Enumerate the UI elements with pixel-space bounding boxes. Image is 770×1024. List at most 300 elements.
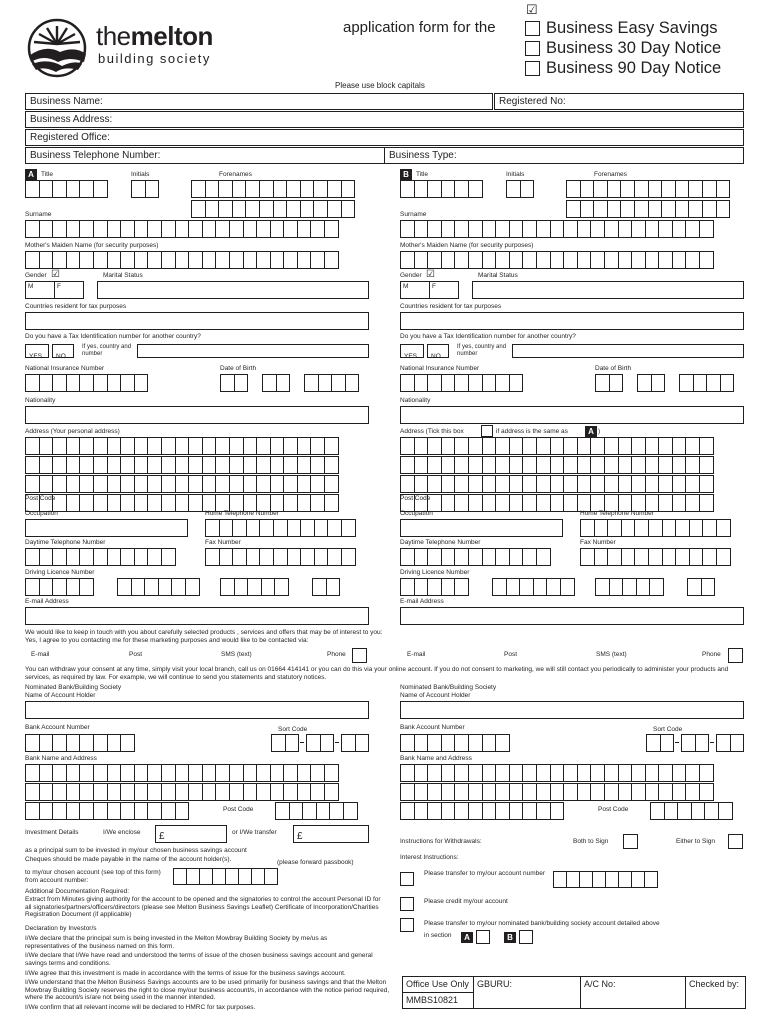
cell[interactable] bbox=[188, 251, 203, 269]
cell[interactable] bbox=[256, 456, 271, 474]
cell[interactable] bbox=[662, 519, 677, 537]
cell[interactable] bbox=[243, 783, 258, 801]
business-address-field[interactable]: Business Address: bbox=[25, 111, 744, 128]
cell[interactable] bbox=[522, 456, 537, 474]
cell[interactable] bbox=[313, 200, 328, 218]
marital-status-field[interactable] bbox=[472, 281, 744, 299]
cell[interactable] bbox=[134, 475, 149, 493]
cell[interactable] bbox=[580, 180, 595, 198]
cell[interactable] bbox=[107, 494, 122, 512]
cell[interactable] bbox=[495, 783, 510, 801]
cell[interactable] bbox=[297, 494, 312, 512]
cell[interactable] bbox=[39, 251, 54, 269]
cell[interactable] bbox=[93, 764, 108, 782]
bank-postcode-cells[interactable] bbox=[275, 802, 357, 820]
cell[interactable] bbox=[482, 437, 497, 455]
cell[interactable] bbox=[147, 802, 162, 820]
cell[interactable] bbox=[175, 783, 190, 801]
cell[interactable] bbox=[107, 802, 122, 820]
section-a-checkbox[interactable] bbox=[476, 930, 490, 944]
sort-code-cells-1[interactable] bbox=[646, 734, 673, 752]
cell[interactable] bbox=[286, 180, 301, 198]
cell[interactable] bbox=[400, 437, 415, 455]
countries-field[interactable] bbox=[25, 312, 369, 330]
cell[interactable] bbox=[271, 734, 286, 752]
cell[interactable] bbox=[107, 374, 122, 392]
maiden-name-cells[interactable] bbox=[400, 251, 713, 269]
cell[interactable] bbox=[188, 764, 203, 782]
cell[interactable] bbox=[414, 475, 429, 493]
cell[interactable] bbox=[246, 519, 261, 537]
cell[interactable] bbox=[590, 251, 605, 269]
cell[interactable] bbox=[563, 475, 578, 493]
cell[interactable] bbox=[324, 437, 339, 455]
cell[interactable] bbox=[482, 475, 497, 493]
cell[interactable] bbox=[234, 578, 249, 596]
cell[interactable] bbox=[161, 456, 176, 474]
cell[interactable] bbox=[274, 578, 289, 596]
cell[interactable] bbox=[482, 220, 497, 238]
cell[interactable] bbox=[161, 802, 176, 820]
cell[interactable] bbox=[66, 374, 81, 392]
cell[interactable] bbox=[618, 764, 633, 782]
cell[interactable] bbox=[509, 456, 524, 474]
cell[interactable] bbox=[658, 783, 673, 801]
either-to-sign-checkbox[interactable] bbox=[728, 834, 743, 849]
cell[interactable] bbox=[259, 519, 274, 537]
cell[interactable] bbox=[25, 734, 40, 752]
fax-cells[interactable] bbox=[205, 548, 355, 566]
cell[interactable] bbox=[327, 180, 342, 198]
cell[interactable] bbox=[580, 548, 595, 566]
cell[interactable] bbox=[93, 548, 108, 566]
cell[interactable] bbox=[400, 548, 415, 566]
address-cells-row-4[interactable] bbox=[25, 494, 338, 512]
cell[interactable] bbox=[604, 437, 619, 455]
cell[interactable] bbox=[270, 437, 285, 455]
cell[interactable] bbox=[634, 519, 649, 537]
cell[interactable] bbox=[689, 519, 704, 537]
cell[interactable] bbox=[577, 783, 592, 801]
product-90-day[interactable] bbox=[525, 58, 721, 78]
cell[interactable] bbox=[93, 374, 108, 392]
cell[interactable] bbox=[468, 494, 483, 512]
cell[interactable] bbox=[685, 494, 700, 512]
cell[interactable] bbox=[427, 220, 442, 238]
cell[interactable] bbox=[400, 764, 415, 782]
cell[interactable] bbox=[188, 437, 203, 455]
cell[interactable] bbox=[675, 180, 690, 198]
cell[interactable] bbox=[287, 519, 302, 537]
cell[interactable] bbox=[550, 437, 565, 455]
cell[interactable] bbox=[618, 456, 633, 474]
cell[interactable] bbox=[107, 734, 122, 752]
cell[interactable] bbox=[297, 475, 312, 493]
cell[interactable] bbox=[327, 200, 342, 218]
cell[interactable] bbox=[219, 519, 234, 537]
cell[interactable] bbox=[675, 200, 690, 218]
cell[interactable] bbox=[482, 494, 497, 512]
cell[interactable] bbox=[730, 734, 745, 752]
cell[interactable] bbox=[251, 868, 265, 885]
address-cells-row-1[interactable] bbox=[25, 437, 338, 455]
gender-f-cell[interactable] bbox=[429, 281, 459, 299]
enclose-amount-field[interactable] bbox=[155, 825, 227, 843]
cell[interactable] bbox=[283, 437, 298, 455]
cell[interactable] bbox=[645, 764, 660, 782]
cell[interactable] bbox=[304, 374, 319, 392]
cell[interactable] bbox=[427, 734, 442, 752]
cell[interactable] bbox=[202, 475, 217, 493]
dob-year-cells[interactable] bbox=[679, 374, 733, 392]
cell[interactable] bbox=[215, 456, 230, 474]
cell[interactable] bbox=[285, 734, 300, 752]
cell[interactable] bbox=[519, 578, 534, 596]
cell[interactable] bbox=[688, 200, 703, 218]
tin-country-number-field[interactable] bbox=[137, 344, 369, 358]
cell[interactable] bbox=[563, 251, 578, 269]
cell[interactable] bbox=[243, 475, 258, 493]
cell[interactable] bbox=[522, 475, 537, 493]
dob-year-cells[interactable] bbox=[304, 374, 358, 392]
cell[interactable] bbox=[400, 802, 415, 820]
cell[interactable] bbox=[593, 180, 608, 198]
cell[interactable] bbox=[229, 475, 244, 493]
cell[interactable] bbox=[229, 783, 244, 801]
cell[interactable] bbox=[107, 456, 122, 474]
cell[interactable] bbox=[468, 734, 483, 752]
cell[interactable] bbox=[607, 200, 622, 218]
gender-m-cell[interactable] bbox=[400, 281, 430, 299]
cell[interactable] bbox=[604, 251, 619, 269]
cell[interactable] bbox=[577, 764, 592, 782]
cell[interactable] bbox=[245, 200, 260, 218]
account-holder-field[interactable] bbox=[400, 701, 744, 719]
cell[interactable] bbox=[620, 200, 635, 218]
cell[interactable] bbox=[662, 548, 677, 566]
cell[interactable] bbox=[52, 783, 67, 801]
cell[interactable] bbox=[400, 374, 415, 392]
cell[interactable] bbox=[341, 734, 356, 752]
cell[interactable] bbox=[256, 437, 271, 455]
cell[interactable] bbox=[468, 548, 483, 566]
cell[interactable] bbox=[522, 548, 537, 566]
driving-cells-1[interactable] bbox=[400, 578, 468, 596]
cell[interactable] bbox=[634, 548, 649, 566]
cell[interactable] bbox=[314, 519, 329, 537]
cell[interactable] bbox=[506, 180, 521, 198]
cell[interactable] bbox=[468, 456, 483, 474]
both-to-sign-checkbox[interactable] bbox=[623, 834, 638, 849]
cell[interactable] bbox=[161, 251, 176, 269]
sort-code-cells-2[interactable] bbox=[681, 734, 708, 752]
cell[interactable] bbox=[427, 180, 442, 198]
cell[interactable] bbox=[509, 764, 524, 782]
cell[interactable] bbox=[52, 437, 67, 455]
driving-cells-3[interactable] bbox=[220, 578, 288, 596]
cell[interactable] bbox=[566, 200, 581, 218]
cell[interactable] bbox=[702, 548, 717, 566]
cell[interactable] bbox=[52, 578, 67, 596]
cell[interactable] bbox=[677, 802, 692, 820]
cell[interactable] bbox=[25, 578, 40, 596]
cell[interactable] bbox=[79, 437, 94, 455]
section-b-checkbox[interactable] bbox=[519, 930, 533, 944]
cell[interactable] bbox=[536, 783, 551, 801]
cell[interactable] bbox=[205, 519, 220, 537]
cell[interactable] bbox=[400, 734, 415, 752]
cell[interactable] bbox=[191, 200, 206, 218]
cell[interactable] bbox=[658, 220, 673, 238]
cell[interactable] bbox=[618, 251, 633, 269]
cell[interactable] bbox=[550, 494, 565, 512]
email-field[interactable] bbox=[400, 607, 744, 625]
cell[interactable] bbox=[270, 456, 285, 474]
cell[interactable] bbox=[120, 802, 135, 820]
cell[interactable] bbox=[324, 251, 339, 269]
cell[interactable] bbox=[414, 578, 429, 596]
bank-address-row-2[interactable] bbox=[25, 783, 338, 801]
cell[interactable] bbox=[256, 475, 271, 493]
cell[interactable] bbox=[297, 251, 312, 269]
cell[interactable] bbox=[594, 548, 609, 566]
daytime-tel-cells[interactable] bbox=[400, 548, 550, 566]
cell[interactable] bbox=[25, 802, 40, 820]
cell[interactable] bbox=[658, 456, 673, 474]
cell[interactable] bbox=[441, 734, 456, 752]
cell[interactable] bbox=[297, 220, 312, 238]
cell[interactable] bbox=[147, 475, 162, 493]
cell[interactable] bbox=[400, 456, 415, 474]
cell[interactable] bbox=[595, 578, 610, 596]
occupation-field[interactable] bbox=[400, 519, 563, 537]
cell[interactable] bbox=[546, 578, 561, 596]
cell[interactable] bbox=[39, 734, 54, 752]
cell[interactable] bbox=[117, 578, 132, 596]
cell[interactable] bbox=[39, 180, 54, 198]
address-cells-row-3[interactable] bbox=[25, 475, 338, 493]
transfer-amount-field[interactable] bbox=[293, 825, 369, 843]
cell[interactable] bbox=[66, 548, 81, 566]
cell[interactable] bbox=[441, 578, 456, 596]
cell[interactable] bbox=[685, 251, 700, 269]
cell[interactable] bbox=[522, 220, 537, 238]
cell[interactable] bbox=[454, 764, 469, 782]
cell[interactable] bbox=[590, 456, 605, 474]
cell[interactable] bbox=[275, 802, 290, 820]
cell[interactable] bbox=[637, 374, 652, 392]
cell[interactable] bbox=[79, 548, 94, 566]
cell[interactable] bbox=[52, 734, 67, 752]
cell[interactable] bbox=[312, 578, 327, 596]
cell[interactable] bbox=[215, 251, 230, 269]
cell[interactable] bbox=[660, 734, 675, 752]
cell[interactable] bbox=[320, 734, 335, 752]
cell[interactable] bbox=[25, 764, 40, 782]
cell[interactable] bbox=[144, 578, 159, 596]
cell[interactable] bbox=[199, 868, 213, 885]
account-holder-field[interactable] bbox=[25, 701, 369, 719]
cell[interactable] bbox=[262, 374, 277, 392]
cell[interactable] bbox=[39, 220, 54, 238]
cell[interactable] bbox=[270, 764, 285, 782]
cell[interactable] bbox=[243, 764, 258, 782]
cell[interactable] bbox=[482, 548, 497, 566]
cell[interactable] bbox=[688, 180, 703, 198]
cell[interactable] bbox=[256, 220, 271, 238]
cell[interactable] bbox=[590, 220, 605, 238]
initials-cells[interactable] bbox=[506, 180, 533, 198]
cell[interactable] bbox=[550, 456, 565, 474]
cell[interactable] bbox=[147, 764, 162, 782]
cell[interactable] bbox=[345, 374, 360, 392]
sort-code-cells-1[interactable] bbox=[271, 734, 298, 752]
cell[interactable] bbox=[685, 456, 700, 474]
cell[interactable] bbox=[609, 578, 624, 596]
cell[interactable] bbox=[536, 548, 551, 566]
cell[interactable] bbox=[695, 734, 710, 752]
cell[interactable] bbox=[672, 494, 687, 512]
cell[interactable] bbox=[66, 437, 81, 455]
cell[interactable] bbox=[219, 548, 234, 566]
cell[interactable] bbox=[79, 783, 94, 801]
cell[interactable] bbox=[93, 783, 108, 801]
cell[interactable] bbox=[648, 548, 663, 566]
cell[interactable] bbox=[441, 802, 456, 820]
cell[interactable] bbox=[658, 437, 673, 455]
cell[interactable] bbox=[716, 734, 731, 752]
bank-address-row-1[interactable] bbox=[400, 764, 713, 782]
gender-cells[interactable] bbox=[400, 281, 458, 299]
cell[interactable] bbox=[259, 548, 274, 566]
cell[interactable] bbox=[495, 802, 510, 820]
cell[interactable] bbox=[716, 200, 731, 218]
cell[interactable] bbox=[310, 783, 325, 801]
countries-field[interactable] bbox=[400, 312, 744, 330]
cell[interactable] bbox=[509, 802, 524, 820]
marital-status-field[interactable] bbox=[97, 281, 369, 299]
gender-cells[interactable] bbox=[25, 281, 83, 299]
cell[interactable] bbox=[631, 437, 646, 455]
product-30-day[interactable] bbox=[525, 38, 721, 58]
cell[interactable] bbox=[79, 734, 94, 752]
phone-checkbox[interactable] bbox=[352, 648, 367, 663]
gburu-field[interactable]: GBURU: bbox=[473, 976, 581, 1009]
cell[interactable] bbox=[276, 374, 291, 392]
cell[interactable] bbox=[427, 251, 442, 269]
cell[interactable] bbox=[313, 180, 328, 198]
cell[interactable] bbox=[441, 783, 456, 801]
cell[interactable] bbox=[52, 475, 67, 493]
bank-address-row-3[interactable] bbox=[25, 802, 188, 820]
cell[interactable] bbox=[120, 548, 135, 566]
cell[interactable] bbox=[509, 475, 524, 493]
cell[interactable] bbox=[605, 871, 619, 888]
cell[interactable] bbox=[634, 200, 649, 218]
cell[interactable] bbox=[25, 437, 40, 455]
cell[interactable] bbox=[52, 251, 67, 269]
cell[interactable] bbox=[341, 180, 356, 198]
cell[interactable] bbox=[297, 456, 312, 474]
address-cells-row-2[interactable] bbox=[400, 456, 713, 474]
cell[interactable] bbox=[400, 475, 415, 493]
cell[interactable] bbox=[468, 220, 483, 238]
cell[interactable] bbox=[592, 871, 606, 888]
cell[interactable] bbox=[264, 868, 278, 885]
cell[interactable] bbox=[79, 374, 94, 392]
cell[interactable] bbox=[259, 200, 274, 218]
cell[interactable] bbox=[699, 494, 714, 512]
bank-address-row-1[interactable] bbox=[25, 764, 338, 782]
cell[interactable] bbox=[66, 578, 81, 596]
cell[interactable] bbox=[225, 868, 239, 885]
cell[interactable] bbox=[120, 475, 135, 493]
cell[interactable] bbox=[648, 519, 663, 537]
cell[interactable] bbox=[39, 374, 54, 392]
cell[interactable] bbox=[427, 802, 442, 820]
cell[interactable] bbox=[509, 374, 524, 392]
fax-cells[interactable] bbox=[580, 548, 730, 566]
cell[interactable] bbox=[618, 783, 633, 801]
cell[interactable] bbox=[427, 548, 442, 566]
cell[interactable] bbox=[238, 868, 252, 885]
cell[interactable] bbox=[522, 802, 537, 820]
product-checkbox[interactable] bbox=[525, 61, 540, 76]
cell[interactable] bbox=[134, 764, 149, 782]
cell[interactable] bbox=[427, 456, 442, 474]
cell[interactable] bbox=[66, 180, 81, 198]
cell[interactable] bbox=[161, 220, 176, 238]
cell[interactable] bbox=[482, 783, 497, 801]
cell[interactable] bbox=[533, 578, 548, 596]
cell[interactable] bbox=[468, 180, 483, 198]
cell[interactable] bbox=[202, 764, 217, 782]
cell[interactable] bbox=[93, 802, 108, 820]
cell[interactable] bbox=[243, 220, 258, 238]
cell[interactable] bbox=[220, 578, 235, 596]
cell[interactable] bbox=[706, 374, 721, 392]
cell[interactable] bbox=[646, 734, 661, 752]
sort-code-cells-3[interactable] bbox=[716, 734, 743, 752]
cell[interactable] bbox=[202, 783, 217, 801]
cell[interactable] bbox=[331, 374, 346, 392]
cell[interactable] bbox=[702, 180, 717, 198]
cell[interactable] bbox=[672, 220, 687, 238]
cell[interactable] bbox=[454, 437, 469, 455]
cell[interactable] bbox=[468, 437, 483, 455]
cell[interactable] bbox=[699, 251, 714, 269]
cell[interactable] bbox=[649, 578, 664, 596]
cell[interactable] bbox=[604, 456, 619, 474]
cell[interactable] bbox=[39, 475, 54, 493]
cell[interactable] bbox=[607, 548, 622, 566]
occupation-field[interactable] bbox=[25, 519, 188, 537]
cell[interactable] bbox=[685, 764, 700, 782]
cell[interactable] bbox=[441, 180, 456, 198]
cell[interactable] bbox=[39, 437, 54, 455]
cell[interactable] bbox=[685, 220, 700, 238]
cell[interactable] bbox=[644, 871, 658, 888]
cell[interactable] bbox=[577, 475, 592, 493]
driving-cells-1[interactable] bbox=[25, 578, 93, 596]
cell[interactable] bbox=[39, 548, 54, 566]
from-account-cells[interactable] bbox=[173, 868, 277, 885]
cell[interactable] bbox=[107, 437, 122, 455]
cell[interactable] bbox=[145, 180, 160, 198]
cell[interactable] bbox=[25, 456, 40, 474]
cell[interactable] bbox=[215, 220, 230, 238]
cell[interactable] bbox=[645, 783, 660, 801]
